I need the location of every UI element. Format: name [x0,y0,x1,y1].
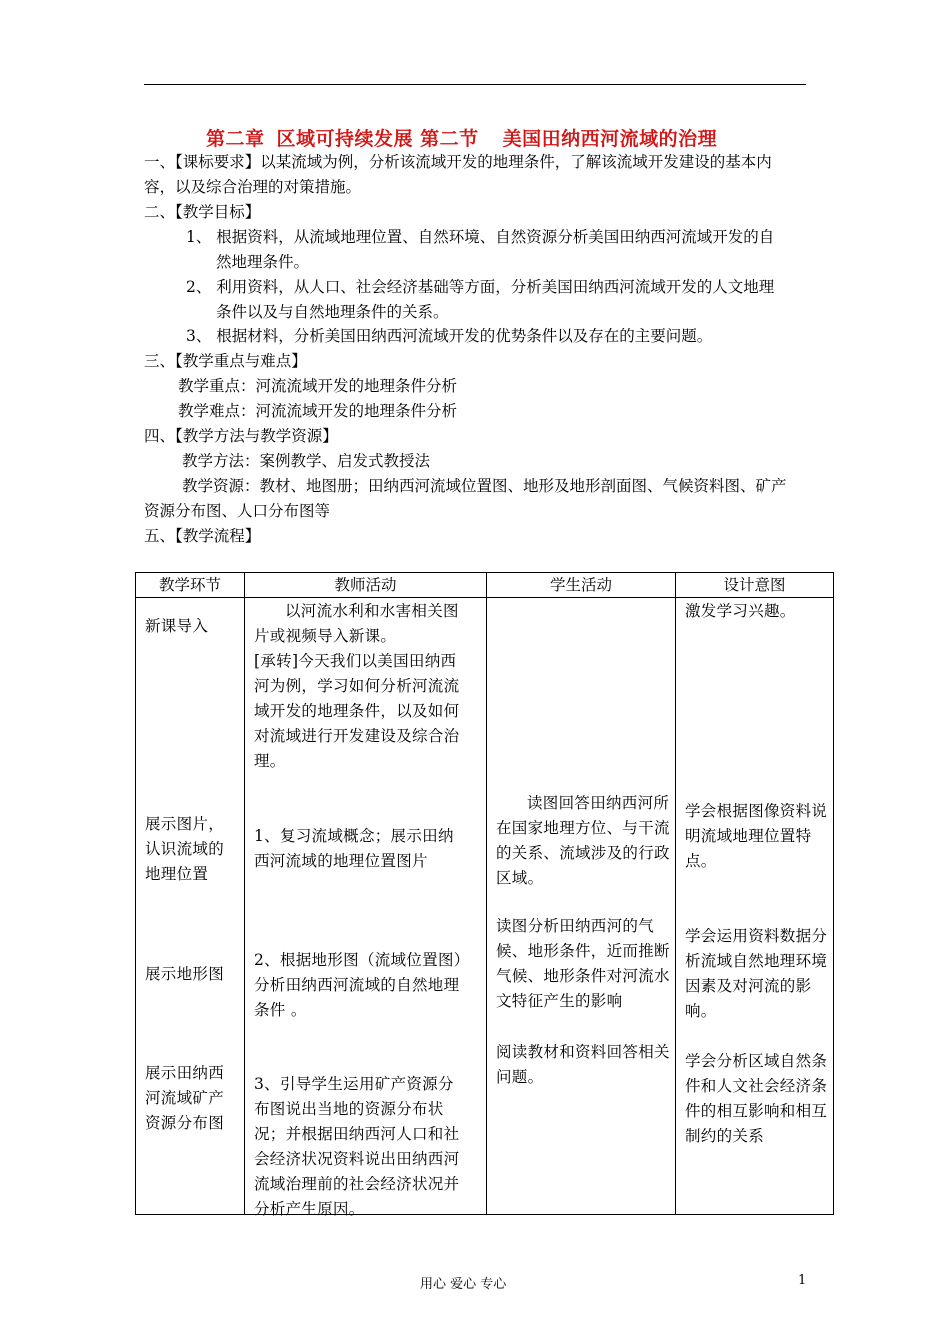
stage-location: 展示图片，认识流域的地理位置 [145,815,225,883]
goal-2-line1: 2、 利用资料，从人口、社会经济基础等方面，分析美国田纳西河流域开发的人文地理 [186,278,775,296]
header-student: 学生活动 [487,573,676,598]
teacher-step-1: 1、复习流域概念；展示田纳西河流域的地理位置图片 [254,827,454,870]
key-point: 教学重点：河流流域开发的地理条件分析 [178,377,458,395]
difficult-point: 教学难点：河流流域开发的地理条件分析 [178,402,458,420]
goal-3: 3、 根据材料，分析美国田纳西河流域开发的优势条件以及存在的主要问题。 [186,327,713,345]
goal-1-line2: 然地理条件。 [216,253,310,271]
intent-1: 激发学习兴趣。 [685,602,796,620]
header-stage: 教学环节 [136,573,245,598]
header-teacher: 教师活动 [245,573,487,598]
teaching-goals-heading: 二、【教学目标】 [144,203,261,221]
table-row [136,598,834,1215]
goal-1-line1: 1、 根据资料，从流域地理位置、自然环境、自然资源分析美国田纳西河流域开发的自 [186,228,775,246]
teacher-step-3: 3、引导学生运用矿产资源分布图说出当地的资源分布状况；并根据田纳西河人口和社会经济状况资料说出田纳西河流域治理前的社会经济状况并分析产生原因。 [254,1075,460,1218]
student-activity-3: 阅读教材和资料回答相关问题。 [496,1043,670,1086]
teaching-resources-line2: 资源分布图、人口分布图等 [144,502,331,520]
table-header-row [136,573,834,598]
intent-column [676,598,834,1215]
stage-intro: 新课导入 [145,617,209,635]
teaching-method: 教学方法：案例教学、启发式教授法 [182,452,431,470]
curriculum-requirement-line2: 容，以及综合治理的对策措施。 [144,178,362,196]
header-rule [144,84,806,85]
title-chapter: 第二章 [206,128,265,150]
teacher-transition: [承转]今天我们以美国田纳西河为例，学习如何分析河流流域开发的地理条件，以及如何对流域进行开发建设及综合治理。 [254,652,460,770]
page-number: 1 [798,1273,807,1288]
student-activity-1: 读图回答田纳西河所在国家地理方位、与干流的关系、流域涉及的行政区域。 [496,794,670,887]
key-points-heading: 三、【教学重点与难点】 [144,352,307,370]
student-column [487,598,676,1215]
intent-3: 学会运用资料数据分析流域自然地理环境因素及对河流的影响。 [685,927,828,1020]
teacher-intro: 以河流水利和水害相关图片或视频导入新课。 [254,602,459,645]
student-activity-2: 读图分析田纳西河的气候、地形条件，近而推断气候、地形条件对河流水文特征产生的影响 [496,917,670,1010]
process-heading: 五、【教学流程】 [144,527,261,545]
title-topic: 美国田纳西河流域的治理 [502,128,718,150]
footer-motto: 用心 爱心 专心 [420,1277,507,1292]
intent-2: 学会根据图像资料说明流域地理位置特点。 [685,802,828,870]
page-title [206,124,717,151]
stage-terrain: 展示地形图 [145,965,225,983]
teacher-step-2: 2、根据地形图（流域位置图）分析田纳西河流域的自然地理条件 。 [254,951,462,1019]
header-intent: 设计意图 [676,573,834,598]
methods-heading: 四、【教学方法与教学资源】 [144,427,338,445]
goal-2-line2: 条件以及与自然地理条件的关系。 [216,303,449,321]
stage-minerals: 展示田纳西河流域矿产资源分布图 [145,1064,225,1132]
stage-column [136,598,245,1215]
teaching-process-table [135,572,834,1218]
curriculum-requirement-line1: 一、【课标要求】以某流域为例，分析该流域开发的地理条件，了解该流域开发建设的基本内 [144,153,772,171]
intent-4: 学会分析区域自然条件和人文社会经济条件的相互影响和相互制约的关系 [685,1052,828,1145]
title-section: 区域可持续发展 第二节 [276,128,479,150]
teacher-column [245,598,487,1218]
teaching-resources-line1: 教学资源：教材、地图册；田纳西河流域位置图、地形及地形剖面图、气候资料图、矿产 [182,477,787,495]
